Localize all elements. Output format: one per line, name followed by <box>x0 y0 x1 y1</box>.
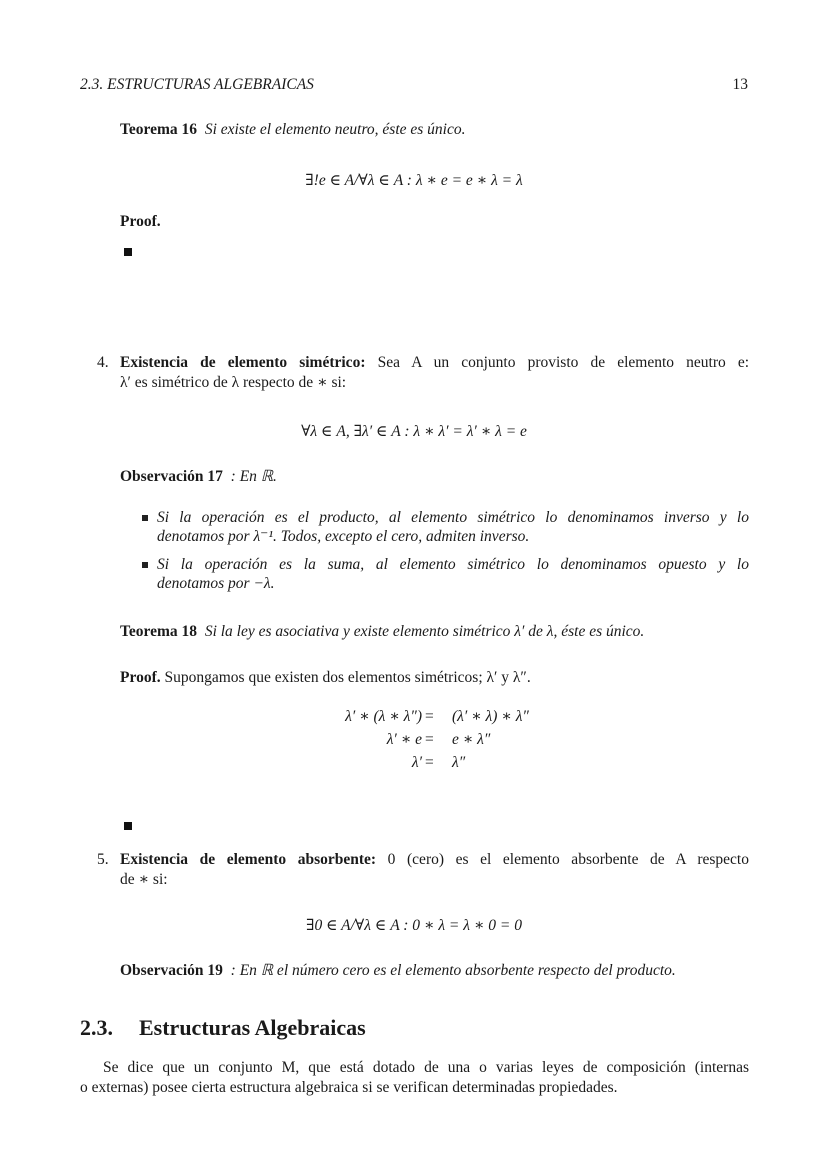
bullet-icon <box>142 562 148 568</box>
observation-label: Observación 19 <box>120 962 223 979</box>
proof-2 <box>120 668 531 688</box>
paragraph-line1: Se dice que un conjunto M, que está dotado de una o varias leyes de composición (internas <box>103 1059 749 1076</box>
bullet-2-line2: denotamos por −λ. <box>157 575 275 592</box>
paragraph-line2: o externas) posee cierta estructura algebraica si se verifican determinadas propiedades. <box>80 1079 618 1096</box>
bullet-1-line1: Si la operación es el producto, al elemento simétrico lo denominamos inverso y lo <box>157 509 749 526</box>
section-title: Estructuras Algebraicas <box>139 1015 366 1040</box>
eq-lhs: λ′ ∗ (λ ∗ λ″) <box>345 708 422 725</box>
eq-rhs: (λ′ ∗ λ) ∗ λ″ <box>452 708 529 725</box>
observation-text: : En ℝ el número cero es el elemento absorbente respecto del producto. <box>230 962 676 979</box>
bullet-2-line1: Si la operación es la suma, al elemento simétrico lo denominamos opuesto y lo <box>157 556 749 573</box>
item5-line1 <box>120 850 749 870</box>
observation-19 <box>120 961 676 981</box>
proof-label: Proof. <box>120 213 161 230</box>
item-title: Existencia de elemento absorbente: <box>120 851 377 868</box>
running-header: 2.3. ESTRUCTURAS ALGEBRAICAS <box>80 76 314 93</box>
theorem-label: Teorema 16 <box>120 121 198 138</box>
page-number: 13 <box>732 76 748 93</box>
observation-label: Observación 17 <box>120 468 223 485</box>
theorem-label: Teorema 18 <box>120 623 198 640</box>
theorem-16 <box>120 120 466 140</box>
list-item-number: 5. <box>97 851 109 868</box>
bullet-icon <box>142 515 148 521</box>
equation-absorbent: ∃0 ∈ A/∀λ ∈ A : 0 ∗ λ = λ ∗ 0 = 0 <box>306 917 522 934</box>
list-item-number: 4. <box>97 354 109 371</box>
item4-line2: λ′ es simétrico de λ respecto de ∗ si: <box>120 374 347 391</box>
qed-square-icon <box>124 822 132 830</box>
observation-17 <box>120 467 277 487</box>
eq-op: = <box>425 754 434 771</box>
proof-text: Supongamos que existen dos elementos simétricos; λ′ y λ″. <box>164 669 531 686</box>
theorem-text: Si la ley es asociativa y existe elemento simétrico λ′ de λ, éste es único. <box>204 623 645 640</box>
theorem-18 <box>120 622 644 642</box>
item5-line2: de ∗ si: <box>120 871 168 888</box>
item-text: 0 (cero) es el elemento absorbente de A respecto <box>387 851 749 868</box>
theorem-text: Si existe el elemento neutro, éste es único. <box>204 121 466 138</box>
section-heading <box>80 1014 366 1042</box>
equation-symmetric: ∀λ ∈ A, ∃λ′ ∈ A : λ ∗ λ′ = λ′ ∗ λ = e <box>301 423 527 440</box>
eq-op: = <box>425 731 434 748</box>
item-title: Existencia de elemento simétrico: <box>120 354 366 371</box>
bullet-1-line2: denotamos por λ⁻¹. Todos, excepto el cero, admiten inverso. <box>157 528 530 545</box>
observation-text: : En ℝ. <box>230 468 277 485</box>
eq-op: = <box>425 708 434 725</box>
eq-lhs: λ′ ∗ e <box>386 731 422 748</box>
item-text: Sea A un conjunto provisto de elemento neutro e: <box>377 354 750 371</box>
eq-lhs: λ′ <box>411 754 422 771</box>
section-number: 2.3. <box>80 1015 113 1040</box>
eq-rhs: e ∗ λ″ <box>452 731 491 748</box>
proof-label: Proof. <box>120 669 161 686</box>
equation-neutral: ∃!e ∈ A/∀λ ∈ A : λ ∗ e = e ∗ λ = λ <box>305 172 523 189</box>
qed-square-icon <box>124 248 132 256</box>
item4-line1 <box>120 353 749 373</box>
eq-rhs: λ″ <box>452 754 466 771</box>
